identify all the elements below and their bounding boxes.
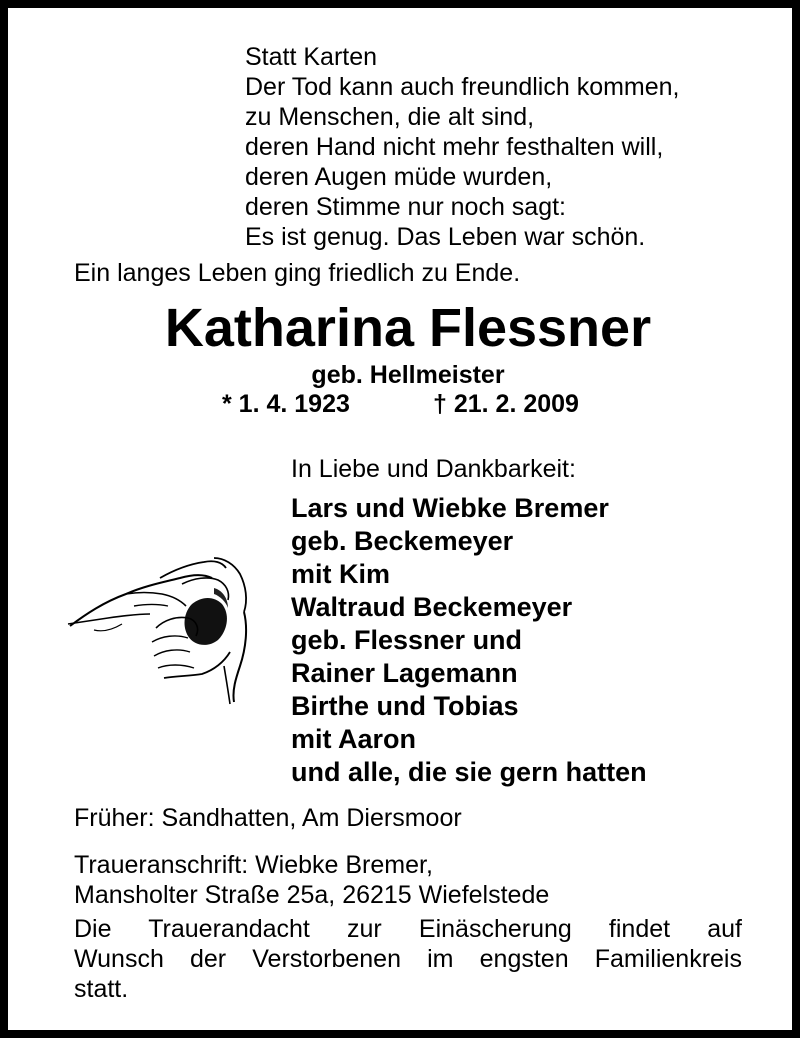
mourner-line: Waltraud Beckemeyer: [291, 592, 573, 622]
mourner-line: Lars und Wiebke Bremer: [291, 493, 609, 523]
ceremony-notice: [74, 914, 742, 1004]
poem-line: Der Tod kann auch freundlich kommen,: [245, 73, 680, 101]
holding-hands-icon: [64, 548, 264, 708]
mourners-intro: In Liebe und Dankbarkeit:: [291, 455, 576, 483]
mourner-line: Rainer Lagemann: [291, 658, 518, 688]
poem-line: deren Augen müde wurden,: [245, 163, 553, 191]
mourners-list: [291, 492, 647, 789]
deceased-name: Katharina Flessner: [164, 298, 652, 358]
mourner-line: mit Kim: [291, 559, 391, 589]
intro-line: Ein langes Leben ging friedlich zu Ende.: [74, 259, 521, 287]
mourner-line: geb. Beckemeyer: [291, 526, 514, 556]
ceremony-line: Wunsch der Verstorbenen im engsten Familienkreis: [74, 945, 742, 973]
birth-name: geb. Hellmeister: [311, 361, 505, 389]
birth-date: * 1. 4. 1923: [222, 390, 350, 418]
address-line: Mansholter Straße 25a, 26215 Wiefelstede: [74, 881, 550, 909]
poem: [245, 42, 680, 252]
death-date: † 21. 2. 2009: [433, 390, 579, 418]
poem-heading: Statt Karten: [245, 43, 378, 71]
mourner-line: geb. Flessner und: [291, 625, 523, 655]
poem-line: Es ist genug. Das Leben war schön.: [245, 223, 646, 251]
ceremony-line: statt.: [74, 975, 129, 1003]
poem-line: zu Menschen, die alt sind,: [245, 103, 535, 131]
former-residence: Früher: Sandhatten, Am Diersmoor: [74, 804, 462, 832]
mourner-line: und alle, die sie gern hatten: [291, 757, 647, 787]
poem-line: deren Hand nicht mehr festhalten will,: [245, 133, 664, 161]
mourner-line: Birthe und Tobias: [291, 691, 519, 721]
mourner-line: mit Aaron: [291, 724, 417, 754]
mourning-address: [74, 850, 549, 910]
ceremony-line: Die Trauerandacht zur Einäscherung findet auf: [74, 915, 742, 943]
poem-line: deren Stimme nur noch sagt:: [245, 193, 566, 221]
address-line: Traueranschrift: Wiebke Bremer,: [74, 851, 433, 879]
